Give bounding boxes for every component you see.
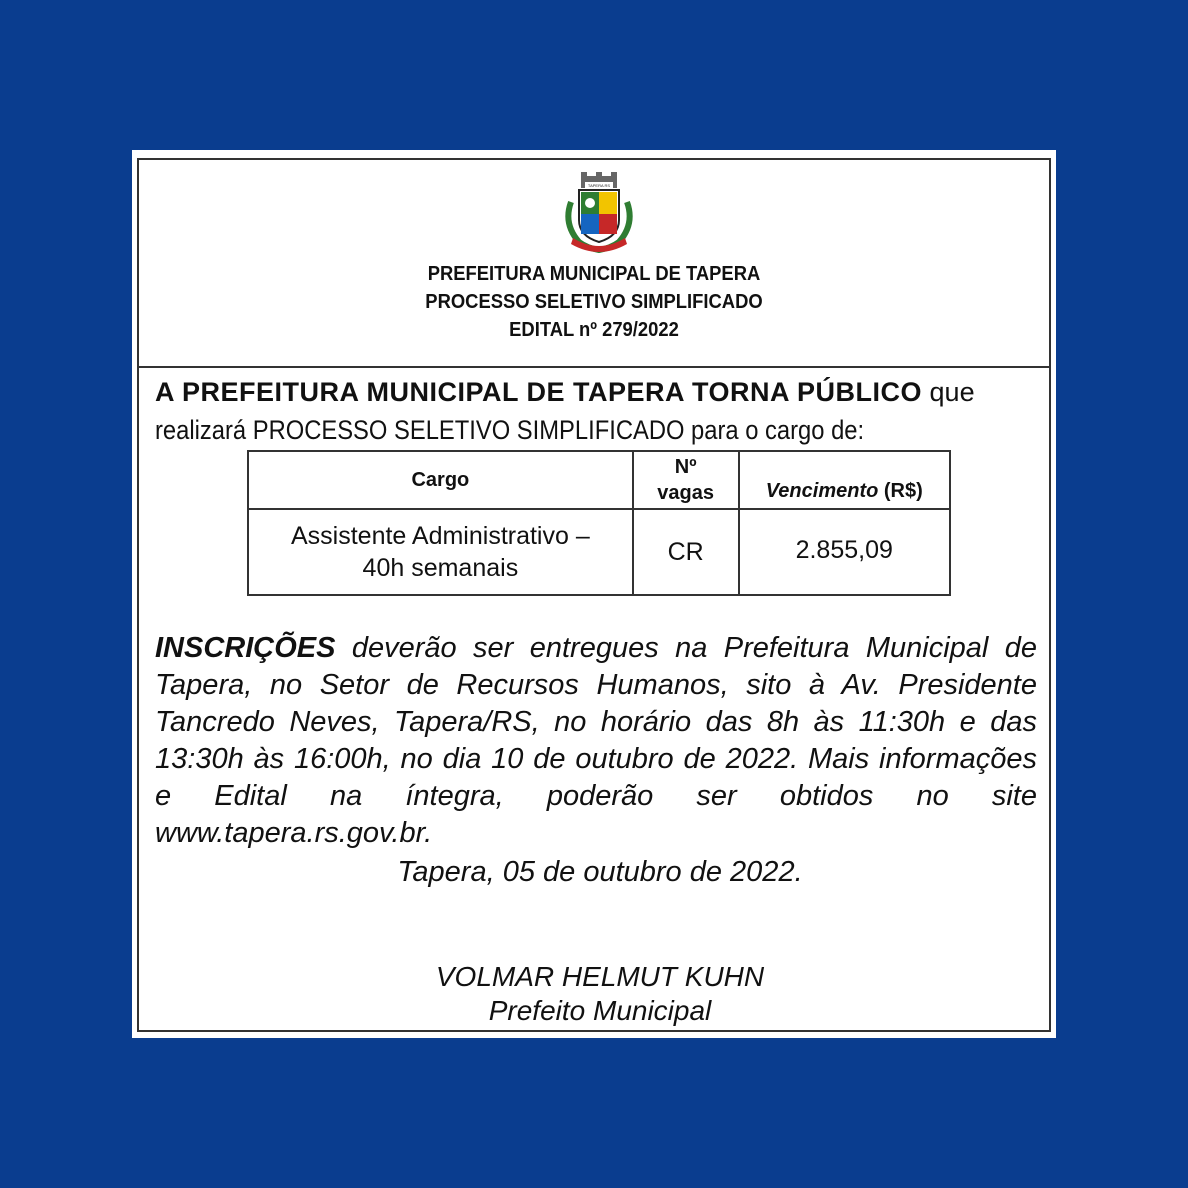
cell-cargo (248, 509, 633, 595)
signature-block (139, 960, 1053, 1028)
intro-paragraph (155, 373, 1035, 449)
signature-title: Prefeito Municipal (488, 995, 712, 1026)
inscricoes-paragraph (155, 630, 1037, 852)
municipal-coat-of-arms-icon (557, 172, 641, 256)
cell-vagas: CR (633, 509, 739, 595)
header-line-edital: EDITAL nº 279/2022 (509, 319, 679, 341)
intro-text-line2: realizará PROCESSO SELETIVO SIMPLIFICADO para o cargo de: (155, 415, 865, 445)
intro-bold-text: A PREFEITURA MUNICIPAL DE TAPERA TORNA PÚBLICO (155, 377, 923, 407)
cell-cargo-line2: 40h semanais (362, 554, 519, 582)
intro-text-que: que (922, 377, 975, 407)
cell-vencimento: 2.855,09 (739, 509, 951, 595)
header-line-municipality: PREFEITURA MUNICIPAL DE TAPERA (427, 263, 761, 285)
header-cargo: Cargo (248, 451, 633, 509)
inscricoes-bold: INSCRIÇÕES (155, 632, 336, 664)
table-header-row (248, 451, 950, 509)
header-vagas-line1: Nº (674, 456, 697, 478)
notice-paper (132, 150, 1056, 1038)
signature-name: VOLMAR HELMUT KUHN (435, 961, 765, 992)
header-vencimento (739, 451, 951, 509)
header-vencimento-unit: (R$) (878, 480, 923, 502)
svg-text:TAPERA RS: TAPERA RS (587, 183, 611, 188)
header-title-block (175, 260, 1012, 344)
table-row (248, 509, 950, 595)
header-vagas-line2: vagas (657, 482, 714, 504)
date-line: Tapera, 05 de outubro de 2022. (397, 856, 803, 888)
header-vagas (633, 451, 739, 509)
notice-frame (137, 158, 1051, 1032)
cell-cargo-line1: Assistente Administrativo – (291, 522, 590, 550)
inscricoes-text: deverão ser entregues na Prefeitura Municipal de Tapera, no Setor de Recursos Humanos, sito à Av. Presidente Tancredo Neves, Tapera/RS, no horário das 8h às 11:30h e das 13:30h às 16:00h, no dia 10 de outubro de 2022. Mais informações e Edital na íntegra, poderão ser obtidos no site www.tapera.rs.gov.br. (155, 632, 1037, 849)
header-line-process: PROCESSO SELETIVO SIMPLIFICADO (425, 291, 763, 313)
notice-header (139, 160, 1049, 368)
cargo-table (247, 450, 951, 596)
header-vencimento-label: Vencimento (765, 480, 879, 502)
